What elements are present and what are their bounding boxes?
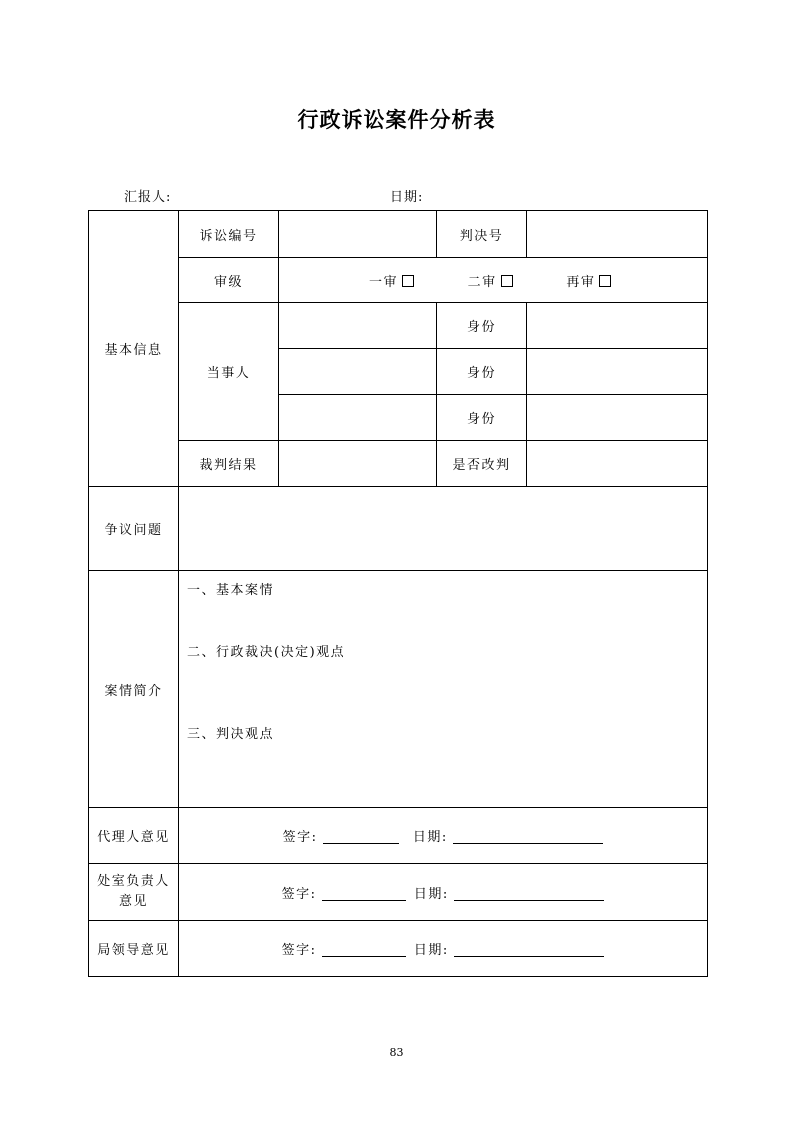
division-head-opinion-label: 处室负责人意见	[89, 864, 179, 921]
date-label: 日期:	[413, 943, 449, 958]
modified-label: 是否改判	[437, 441, 527, 487]
agent-opinion-field[interactable]	[179, 808, 708, 864]
date-line[interactable]	[453, 829, 603, 844]
table-row	[89, 441, 708, 487]
identity-label: 身份	[437, 303, 527, 349]
dispute-field[interactable]	[179, 487, 708, 571]
case-brief-field[interactable]	[179, 571, 708, 808]
date-line[interactable]	[454, 886, 604, 901]
checkbox-icon[interactable]	[501, 275, 513, 287]
dispute-label: 争议问题	[89, 487, 179, 571]
table-row	[89, 303, 708, 349]
signature-line[interactable]	[323, 829, 399, 844]
date-label: 日期:	[412, 830, 448, 845]
party-name-field[interactable]	[279, 395, 437, 441]
case-analysis-table	[88, 210, 708, 977]
case-brief-item: 一、基本案情	[187, 583, 275, 598]
division-head-opinion-field[interactable]	[179, 864, 708, 921]
case-no-field[interactable]	[279, 211, 437, 258]
trial-option-first[interactable]: 一审	[369, 271, 414, 290]
table-row	[89, 864, 708, 921]
checkbox-icon[interactable]	[599, 275, 611, 287]
case-no-label: 诉讼编号	[179, 211, 279, 258]
signature-label: 签字:	[281, 943, 317, 958]
agent-opinion-label: 代理人意见	[89, 808, 179, 864]
case-brief-item: 三、判决观点	[187, 727, 275, 742]
party-name-field[interactable]	[279, 303, 437, 349]
table-row	[89, 211, 708, 258]
identity-label: 身份	[437, 349, 527, 395]
verdict-label: 裁判结果	[179, 441, 279, 487]
party-name-field[interactable]	[279, 349, 437, 395]
document-title: 行政诉讼案件分析表	[297, 108, 496, 132]
trial-option-second[interactable]: 二审	[468, 271, 513, 290]
party-label: 当事人	[179, 303, 279, 441]
case-brief-item: 二、行政裁决(决定)观点	[187, 645, 346, 660]
table-row	[89, 571, 708, 808]
reporter-label: 汇报人:	[124, 190, 172, 205]
table-row	[89, 808, 708, 864]
judgment-no-label: 判决号	[437, 211, 527, 258]
date-label: 日期:	[413, 886, 449, 902]
case-brief-label: 案情简介	[89, 571, 179, 808]
modified-field[interactable]	[527, 441, 708, 487]
signature-label: 签字:	[281, 886, 317, 902]
table-row	[89, 487, 708, 571]
basic-info-section-label: 基本信息	[89, 211, 179, 487]
identity-field[interactable]	[527, 349, 708, 395]
signature-line[interactable]	[322, 886, 406, 901]
date-line[interactable]	[454, 942, 604, 957]
page-number: 83	[389, 1046, 404, 1059]
identity-label: 身份	[437, 395, 527, 441]
table-row	[89, 258, 708, 303]
signature-label: 签字:	[282, 830, 318, 845]
checkbox-icon[interactable]	[402, 275, 414, 287]
judgment-no-field[interactable]	[527, 211, 708, 258]
trial-level-label: 审级	[179, 258, 279, 303]
trial-option-retrial[interactable]: 再审	[566, 271, 611, 290]
table-row	[89, 921, 708, 977]
date-label: 日期:	[390, 190, 424, 205]
trial-level-options	[279, 258, 708, 303]
verdict-field[interactable]	[279, 441, 437, 487]
bureau-leader-opinion-label: 局领导意见	[89, 921, 179, 977]
signature-line[interactable]	[322, 942, 406, 957]
identity-field[interactable]	[527, 303, 708, 349]
identity-field[interactable]	[527, 395, 708, 441]
bureau-leader-opinion-field[interactable]	[179, 921, 708, 977]
